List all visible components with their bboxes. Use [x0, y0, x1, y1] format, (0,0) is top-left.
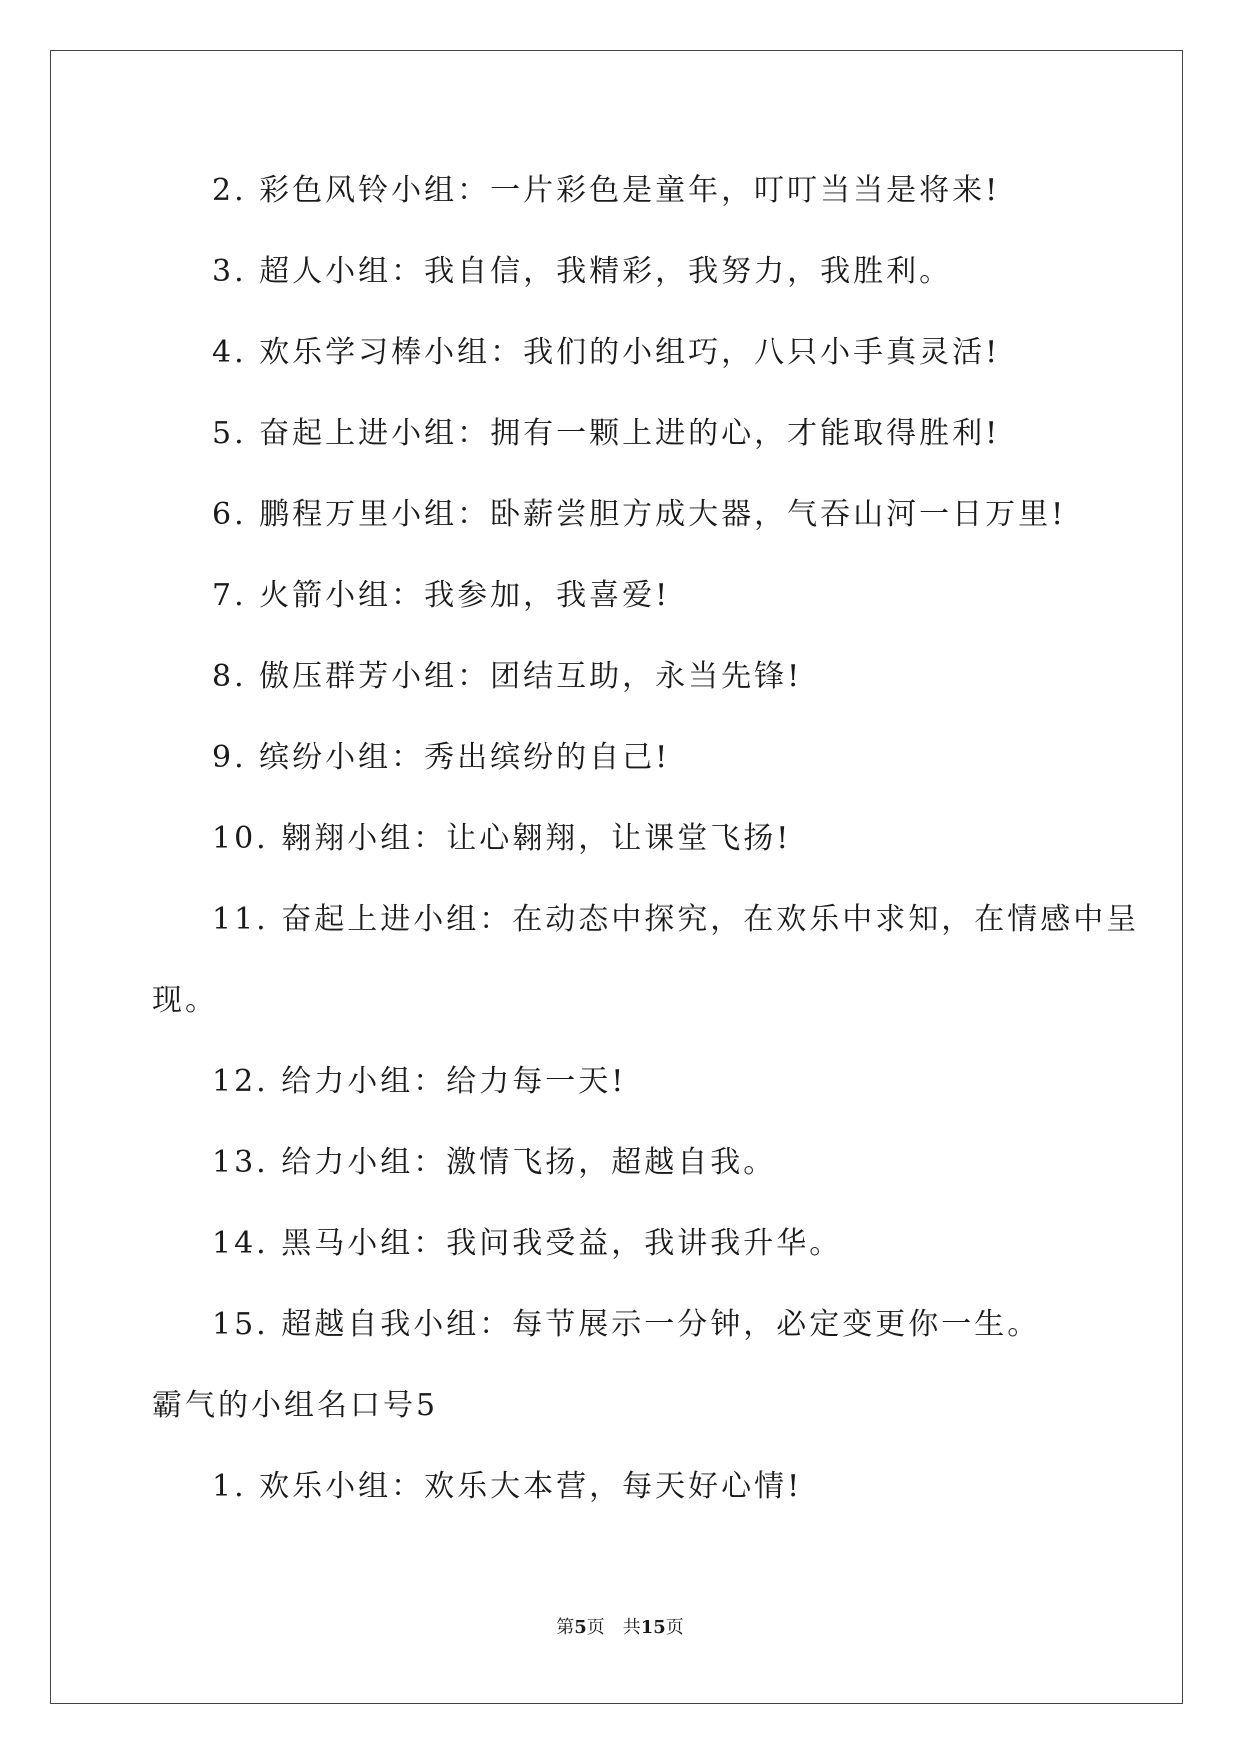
- total-suffix: 页: [665, 1617, 684, 1638]
- page-footer: [0, 1617, 1240, 1639]
- list-item: 15. 超越自我小组：每节展示一分钟，必定变更你一生。: [212, 1307, 1041, 1342]
- list-item: 11. 奋起上进小组：在动态中探究，在欢乐中求知，在情感中呈: [212, 902, 1140, 937]
- list-item: 9. 缤纷小组：秀出缤纷的自己!: [212, 740, 671, 775]
- list-item: 12. 给力小组：给力每一天!: [212, 1064, 627, 1099]
- page-suffix: 页: [586, 1617, 605, 1638]
- list-item: 8. 傲压群芳小组：团结互助，永当先锋!: [212, 659, 803, 694]
- list-item: 3. 超人小组：我自信，我精彩，我努力，我胜利。: [212, 254, 953, 289]
- page-number: 5: [574, 1617, 587, 1638]
- list-item: 2. 彩色风铃小组：一片彩色是童年，叮叮当当是将来!: [212, 173, 1001, 208]
- page-border: [50, 50, 1183, 1704]
- total-prefix: 共: [622, 1617, 641, 1638]
- list-item: 6. 鹏程万里小组：卧薪尝胆方成大器，气吞山河一日万里!: [212, 497, 1067, 532]
- list-item: 10. 翱翔小组：让心翱翔，让课堂飞扬!: [212, 821, 792, 856]
- list-item: 4. 欢乐学习棒小组：我们的小组巧，八只小手真灵活!: [212, 335, 1001, 370]
- list-item: 5. 奋起上进小组：拥有一颗上进的心，才能取得胜利!: [212, 416, 1001, 451]
- list-item: 1. 欢乐小组：欢乐大本营，每天好心情!: [212, 1469, 803, 1504]
- section-heading: 霸气的小组名口号5: [152, 1388, 439, 1423]
- list-item: 14. 黑马小组：我问我受益，我讲我升华。: [212, 1226, 843, 1261]
- list-item: 7. 火箭小组：我参加，我喜爱!: [212, 578, 671, 613]
- list-item-continuation: 现。: [152, 983, 218, 1018]
- total-pages: 15: [640, 1617, 666, 1638]
- page-prefix: 第: [556, 1617, 575, 1638]
- list-item: 13. 给力小组：激情飞扬，超越自我。: [212, 1145, 777, 1180]
